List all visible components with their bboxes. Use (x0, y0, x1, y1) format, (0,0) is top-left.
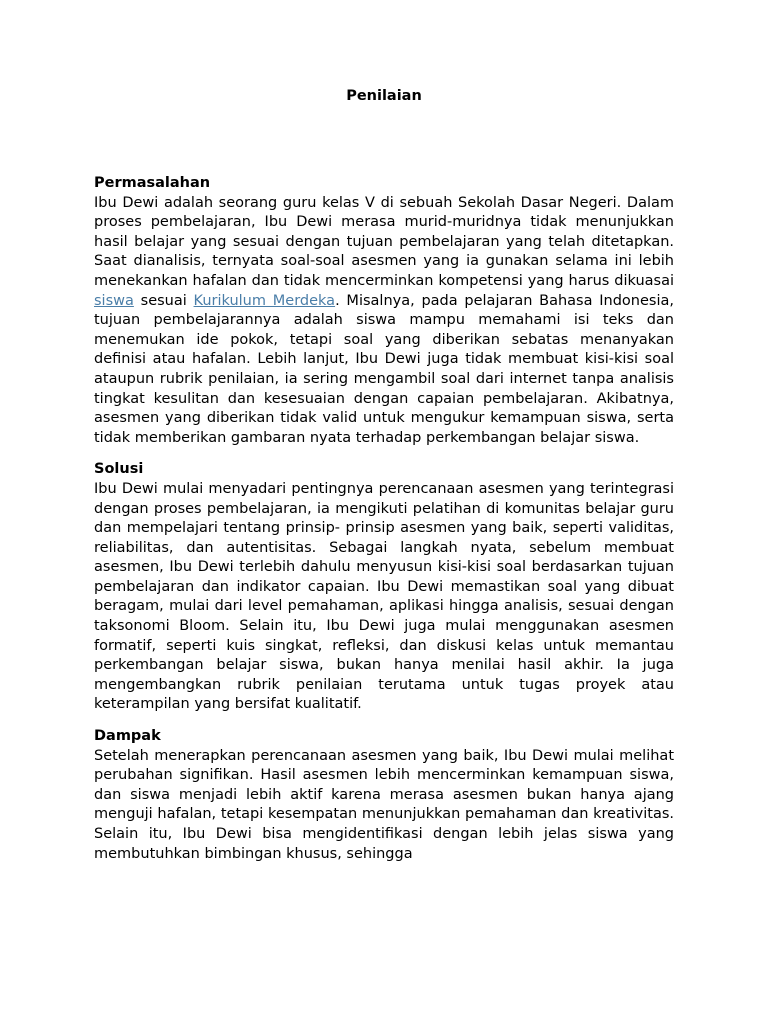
link-kurikulum-merdeka[interactable]: Kurikulum Merdeka (193, 292, 336, 309)
document-body (94, 174, 674, 876)
section-heading: Dampak (94, 728, 161, 745)
section-heading: Solusi (94, 461, 144, 478)
section-paragraph: Ibu Dewi mulai menyadari pentingnya perencanaan asesmen yang terintegrasi dengan proses pembelajaran, ia mengikuti pelatihan di komunitas belajar guru dan mempelajari tentang prinsip- prinsip asesmen yang baik, seperti validitas, reliabilitas, dan autentisitas. Sebagai langkah nyata, sebelum membuat asesmen, Ibu Dewi terlebih dahulu menyusun kisi-kisi soal berdasarkan tujuan pembelajaran dan indikator capaian. Ibu Dewi memastikan soal yang dibuat beragam, mulai dari level pemahaman, aplikasi hingga analisis, sesuai dengan taksonomi Bloom. Selain itu, Ibu Dewi juga mulai menggunakan asesmen formatif, seperti kuis singkat, refleksi, dan diskusi kelas untuk memantau perkembangan belajar siswa, bukan hanya menilai hasil akhir. Ia juga mengembangkan rubrik penilaian terutama untuk tugas proyek atau keterampilan yang bersifat kualitatif. (94, 480, 674, 713)
paragraph-text: . Misalnya, pada pelajaran Bahasa Indonesia, tujuan pembelajarannya adalah siswa mampu memahami isi teks dan menemukan ide pokok, tetapi soal yang diberikan sebatas menanyakan definisi atau hafalan. Lebih lanjut, Ibu Dewi juga tidak membuat kisi-kisi soal ataupun rubrik penilaian, ia sering mengambil soal dari internet tanpa analisis tingkat kesulitan dan kesesuaian dengan capaian pembelajaran. Akibatnya, asesmen yang diberikan tidak valid untuk mengukur kemampuan siswa, serta tidak memberikan gambaran nyata terhadap perkembangan belajar siswa. (94, 292, 674, 446)
section-solusi (94, 460, 674, 715)
section-paragraph: Setelah menerapkan perencanaan asesmen yang baik, Ibu Dewi mulai melihat perubahan signifikan. Hasil asesmen lebih mencerminkan kemampuan siswa, dan siswa menjadi lebih aktif karena merasa asesmen bukan hanya ajang menguji hafalan, tetapi kesempatan menunjukkan pemahaman dan kreativitas. Selain itu, Ibu Dewi bisa mengidentifikasi dengan lebih jelas siswa yang membutuhkan bimbingan khusus, sehingga (94, 747, 674, 862)
section-paragraph (94, 194, 674, 449)
paragraph-text: Ibu Dewi adalah seorang guru kelas V di sebuah Sekolah Dasar Negeri. Dalam proses pembelajaran, Ibu Dewi merasa murid-muridnya tidak menunjukkan hasil belajar yang sesuai dengan tujuan pembelajaran yang telah ditetapkan. Saat dianalisis, ternyata soal-soal asesmen yang ia gunakan selama ini lebih menekankan hafalan dan tidak mencerminkan kompetensi yang harus dikuasai (94, 194, 674, 289)
page-title: Penilaian (346, 88, 422, 104)
section-permasalahan (94, 174, 674, 448)
section-heading: Permasalahan (94, 175, 211, 191)
paragraph-text: sesuai (133, 292, 194, 309)
link-siswa[interactable]: siswa (94, 292, 134, 309)
section-dampak (94, 727, 674, 864)
